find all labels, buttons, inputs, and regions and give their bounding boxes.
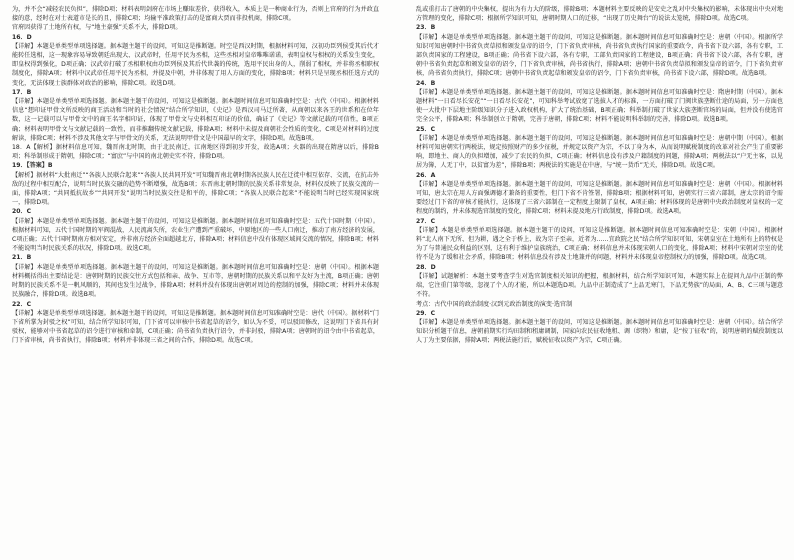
answer-number: 24．B bbox=[416, 79, 436, 87]
answer-number: 16．D bbox=[12, 33, 32, 41]
answer-explanation: 【详解】本题是单类型单项选择题。据本题主题干的设问，可知这是推断题。据本题时间信息可知准确时空是：隋唐时期（中国）。据本题材料“一日看尽长安花”“一日看尽长安花”，可知科举考试放宽了选拔人才的标准，一方面打破了门阀世族垄断仕途的局面，另一方面也使一大批中下层地主阶级知识分子进入政权机构，扩大了统治基础，B项正确；科举制打破了世家大族垄断官场的局面，但并没有使选官完全公平，排除A项；科举制创立于隋朝，完善于唐朝，排除C项；材料不能说明科举制的完善，排除D项。故选B项。 bbox=[416, 88, 783, 124]
answer-explanation: 18．A【解析】据材料信息可知，魏晋南北时期，由于北民南迁，江南地区得到初步开发，故选A项；火器的出现在隋唐以后，排除B项；科举制形成于隋朝，排除C项；“富庶”与中国的南北朝史实不符，排除D项。 bbox=[12, 144, 379, 161]
answer-explanation: 【详解】本题是单类型单项选择题。据本题主题干的设问，可知这是推断题。据本题时间信息可知准确时空是：唐代（中国）。据材料“门下省所掌为封驳之权”可知，结合所学知识可知，门下省可以审核中书省起草的诏令，如认为不妥，可以驳回修改，这说明门下省具有封驳权，能够对中书省起草的诏令进行审核和牵制，C项正确；尚书省负责执行诏令，并非封驳，排除A项；唐朝时的诏令由中书省起草，门下省审核，尚书省执行，排除B项；材料并非体现三省之间的合作，排除D项。故选C项。 bbox=[12, 309, 379, 345]
answer-number: 23．B bbox=[416, 24, 436, 32]
left-column bbox=[12, 5, 379, 346]
answer-number: 22．C bbox=[12, 300, 32, 308]
answer-explanation: 【解析】据材料“大批南迁”“各族人民联合起来”“各族人民共同开发”可知魏晋南北朝时期各民族人民在迁徙中相互依存、交流，在抗击外敌的过程中相互配合，说明当时民族交融的趋势不断增强，故选B项；东晋南北朝时期的民族关系非常复杂，材料仅反映了民族交流的一面，排除A项；“共同抵抗故乡”“共同开发”说明当时民族交往是和平的，排除C项；“各族人民联合起来”不能说明当时已经实现国家统一，排除D项。 bbox=[12, 171, 379, 207]
answer-number: 28．D bbox=[416, 263, 436, 271]
answer-explanation: 官府因获得了土地所有权，与“地主豪强”关系不大，排除D项。 bbox=[12, 24, 182, 32]
answer-explanation: 考点：古代中国的政治制度·汉到元政治制度的演变·选官制 bbox=[416, 300, 573, 308]
answer-explanation: 【详解】本题是单类型单项选择题。据本题主题干的设问，可知这是推断题。据本题时间信息可知准确时空是：古代（中国）。根据材料信息“想印证甲骨文所反映的商王活动和当时的社会情况”结合所学知识，《史记》是西汉司马迁所著，从商朝以来各王的世系和在位年数，这一记载可以与甲骨文中的商王名字相印证，体现了甲骨文与史料相互印证的价值，确证了《史记》等文献记载的可信性，B项正确；材料表明甲骨文与文献记载的一致性，而非推翻传统文献记载，排除A项；材料中未提及商朝社会性质的变化，C项是对材料的过度解读，排除C项；材料不涉及其他文字与甲骨文的关系，无法说明甲骨文是中国最早的文字，排除D项。故选B项。 bbox=[12, 98, 379, 142]
answer-number: 17．B bbox=[12, 88, 32, 96]
answer-number: 27．C bbox=[416, 217, 436, 225]
right-column bbox=[416, 5, 783, 346]
answer-explanation: 【详解】本题是单类型单项选择题。据本题主题干的设问，可知这是推断题。时空是西汉时期，根据材料可知，汉初功臣列侯受其后代才能转任选相，这一现象容易导致朝廷出现大、汉武帝时，任用平民为丞相，这些丞相对皇帝唯唯诺诺，表明皇权与相权的关系发生变化，即皇权得到强化，D项正确；汉武帝打破了丞相职权由功臣列侯及其后代世袭的传统，选用平民出身的人，削弱了相权，并非将丞相职权制度化，排除A项；材料中汉武帝任用平民为丞相，并提及中朝，并非体现了用人方面的变化，排除B项；材料只是呈现丞相任选方式的变化，无法体现士族群体对政治的影响，排除C项。故选D项。 bbox=[12, 42, 379, 87]
answer-explanation: 乱或重打击了唐朝的中央集权，提出为有力大的阶级，排除B项；本题材料主要反映的是安史之乱对中央集权的影响，未体现出中央对地方管理的变化，排除C项；根据所学知识可知，唐朝时期人口的迁移，“出现了历史舞台”的说法太笼统，排除D项。故选C项。 bbox=[416, 6, 783, 23]
answer-number: 21．B bbox=[12, 254, 32, 262]
answer-number: 20．C bbox=[12, 208, 32, 216]
answer-number: 26．A bbox=[416, 171, 436, 179]
answer-explanation: 【详解】本题是单类型单项选择题。据本题主题干的设问，可知这是推断题。据本题时间信息可知准确时空是：宋朝（中国）。根据材料“北人南下无所、但为耕，遇之全于桥上，故为宗子至亲，近者为……宜政院之民”结合所学知识可知，宋朝皇室在土地所有上的特权是为了与普通民众利益的区别，这有利于维护皇族统治，C项正确；材料信息并未体现宋朝人口的变化，排除A项；材料中宋朝对宗室的优待不是为了缓和社会矛盾，排除B项；材料信息没有涉及土地兼并的问题，材料并未体现皇帝控制权力的加强，排除D项。故选C项。 bbox=[416, 226, 783, 262]
answer-number: 25．C bbox=[416, 125, 436, 133]
answer-explanation: 【详解】试题解析：本题主要考查学生对选官制度相关知识的把握，根据材料，结合所学知识可知，本题实际上在提问九品中正制的弊端，它注重门第等级，忽视了个人的才能，所以本题选D项。九品中正制造成了“上品无寒门，下品无势族”的局面，A、B、C三项与题意不符。 bbox=[416, 272, 783, 299]
answer-explanation: 【详解】本题是单类型单项选择题。据本题主题干的设问，可知这是推断题。据本题时间信息可知准确时空是：五代十国时期（中国）。根据材料可知，五代十国时期的军阀混战，人民流离失所，农业生产遭到严重破坏，中原地区的一些人口南迁，推动了南方经济的发展，C项正确；五代十国时期南方相对安定，并非南方经济全面超越北方，排除A项；材料信息中没有体现区域间交流的情况，排除B项；材料不能说明当时民族关系的状况，排除D项。故选C项。 bbox=[12, 217, 379, 253]
answer-explanation: 【详解】本题是单类型单项选择题。据本题主题干的设问，可知这是推断题。据本题时间信息可知准确时空是：唐朝（中国）。根据本题材料概括得出主要结论是：唐朝时期的民族交往方式包括和亲、战争、互市等，唐朝时期的民族关系以和平友好为主流，B项正确；唐朝时期的民族关系不是一帆风顺的，其间也发生过战争，排除A项；材料并没有体现出唐朝对周边的控制的加强，排除C项；材料并未体现民族融合，排除D项。故选B项。 bbox=[12, 263, 379, 299]
answer-number: 29．C bbox=[416, 309, 436, 317]
answer-number: 19．【答案】B bbox=[12, 162, 53, 170]
answer-explanation: 【详解】本题是单类型单项选择题。据本题主题干的设问，可知这是推断题。据本题时间信息可知准确时空是：唐朝（中国）。根据所学知识可知唐朝时中书省负责草拟和颁发皇帝的诏令，门下省负责审核，尚书省负责执行国家的重要政令，尚书省下设六部，各有专职，工部负责国家的工程建设，B项正确；尚书省下设六部，各有专职，工部负责国家的工程建设，B项正确；尚书省下设六部，各有专职，唐朝中书省负责起草和颁发皇帝的诏令，门下省负责审核，尚书省执行，排除A项；唐朝中书省负责草拟和颁发皇帝的诏令，门下省负责审核，尚书省负责执行，排除C项；唐朝中书省负责起草和颁发皇帝的诏令，门下省负责审核，尚书省下设六部，排除D项。故选B项。 bbox=[416, 33, 783, 78]
answer-explanation: 【详解】本题是单类型单项选择题。据本题主题干的设问，可知这是推断题。据本题时间信息可知准确时空是：唐朝（中国）。根据材料可知，唐太宗在用人方面强调德才兼备的重要性，但门下省不肯签署，排除B项；根据材料可知，唐朝实行三省六部制，唐太宗的诏令需要经过门下省的审核才能执行，这体现了三省六部制在一定程度上限制了皇权，A项正确；材料体现的是唐朝中央政治制度对皇权的一定程度的制约，并未体现选官制度的变化，排除C项；材料未提及地方行政制度，排除D项。故选A项。 bbox=[416, 180, 783, 216]
answer-explanation: 【详解】本题是单类型单项选择题。据本题主题干的设问，可知这是推断题。据本题时间信息可知准确时空是：唐朝（中国）。结合所学知识分析题干信息，唐朝前期实行均田制和租庸调制，国家向农民征收地租、调（织物）和庸，是“按丁征收”的，说明唐朝的赋役制度以人丁为主要依据，排除A项；两税法施行后，赋税征收以资产为宗，C项正确。 bbox=[416, 318, 783, 345]
answer-explanation: 为，并不会“减轻农民负担”，排除D项；材料表明剑府在市场上赚取差价，获得收入，本质上是一种商业行为，否则上官府的行为并政直接的意，经时在对士表道市是长的且，排除C项；均输平准政策打击的是富商大贾而非投机商，排除C项。 bbox=[12, 6, 379, 23]
answer-explanation: 【详解】本题是单类型单项选择题。据本题主题干的设问，可知这是推断题。据本题时间信息可知准确时空是：唐朝中期（中国）。根据材料可知唐朝实行两税法，规定按照财产的多少征税，并规定以资产为宗，不以丁身为本，从而说明赋税制度的改革对社会产生了重要影响，即地主、商人的负担增加，减少了农民的负担，C项正确；材料信息没有涉及户籍制度的问题，排除A项；两税法以“户无主客，以见居为簿，人无丁中，以贫富为差”，排除B项；两税法的实施是在中唐，与“统一货币”无关，排除D项。故选C项。 bbox=[416, 134, 783, 170]
